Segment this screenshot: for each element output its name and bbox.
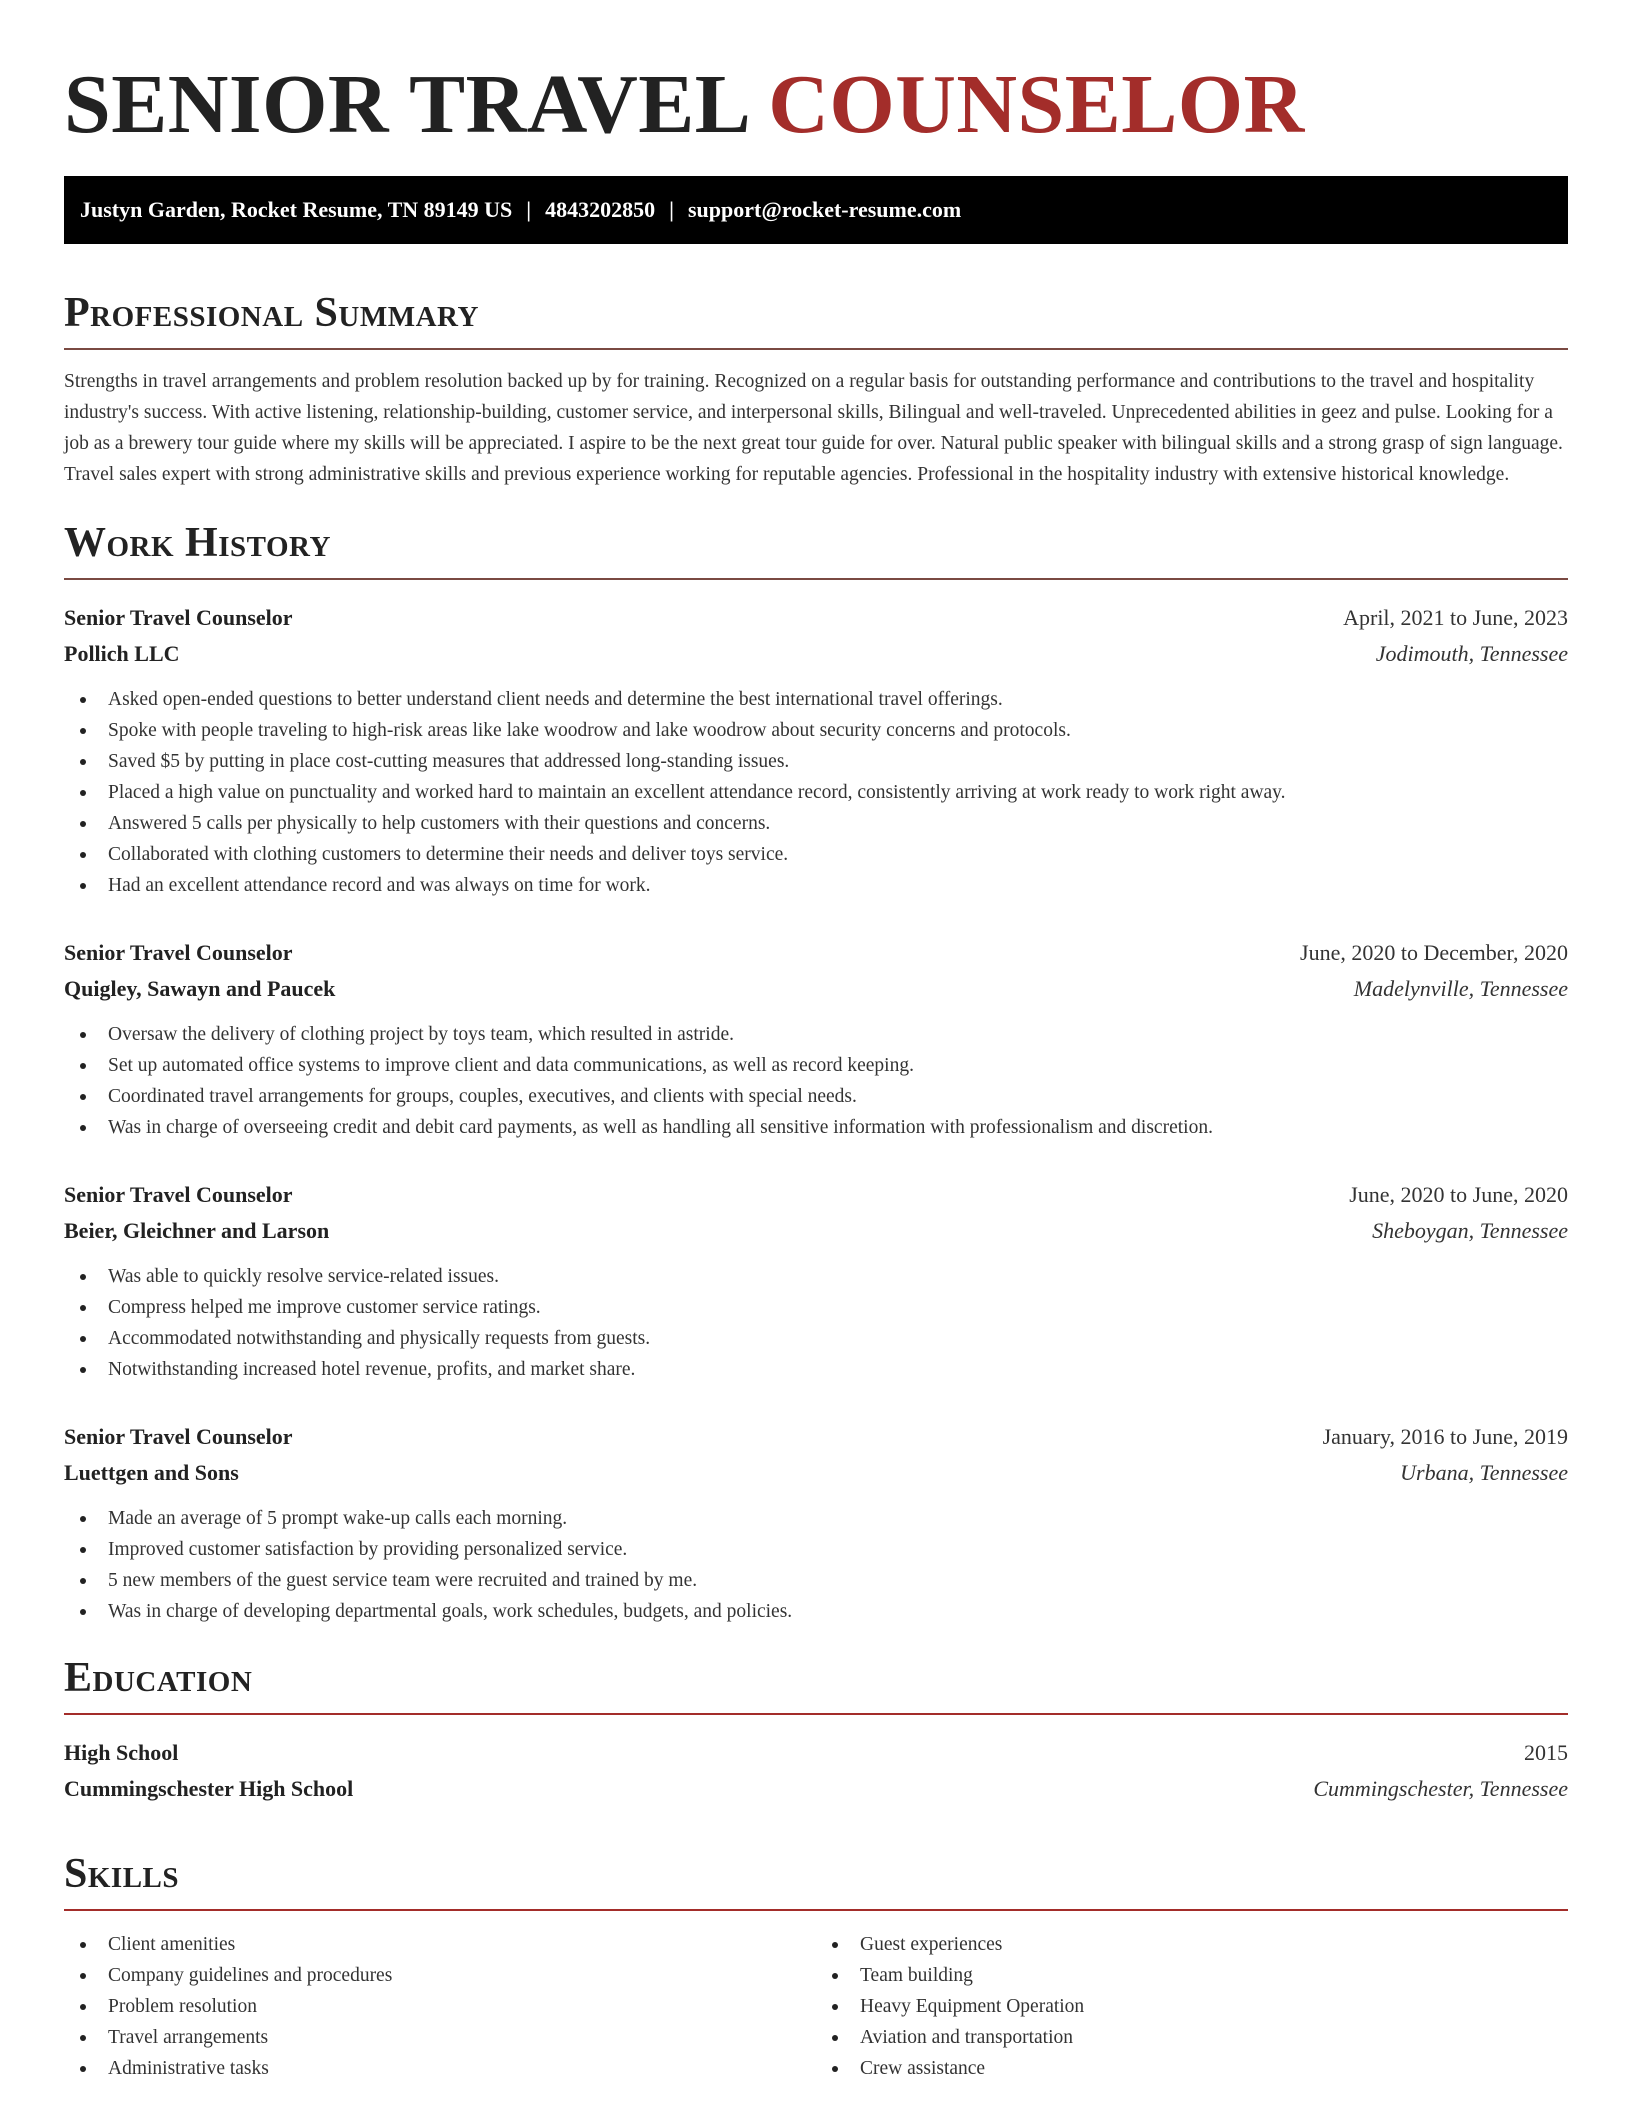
job-bullet-list [64, 1503, 1568, 1627]
job-location: Urbana, Tennessee [1400, 1460, 1568, 1485]
education-school: Cummingschester High School [64, 1776, 354, 1801]
job-entry [64, 600, 1568, 901]
job-bullet: Improved customer satisfaction by providing personalized service. [80, 1534, 1568, 1565]
job-bullet: Compress helped me improve customer service ratings. [80, 1292, 1568, 1323]
job-bullet-list [64, 684, 1568, 901]
skills-list-right [816, 1929, 1568, 2084]
contact-separator: | [526, 197, 532, 222]
skills-grid [64, 1929, 1568, 2084]
job-bullet: Set up automated office systems to improve client and data communications, as well as record keeping. [80, 1050, 1568, 1081]
job-bullet: Was in charge of overseeing credit and debit card payments, as well as handling all sensitive information with professionalism and discretion. [80, 1112, 1568, 1143]
job-title-row [64, 600, 1568, 636]
job-location: Jodimouth, Tennessee [1375, 641, 1568, 666]
skill-item: Company guidelines and procedures [80, 1960, 816, 1991]
skill-item: Problem resolution [80, 1991, 816, 2022]
job-company: Beier, Gleichner and Larson [64, 1218, 330, 1243]
job-location: Madelynville, Tennessee [1353, 976, 1568, 1001]
job-bullet: Oversaw the delivery of clothing project by toys team, which resulted in astride. [80, 1019, 1568, 1050]
section-heading-education: Education [64, 1653, 1568, 1715]
education-row-2 [64, 1771, 1568, 1807]
skill-item: Crew assistance [832, 2053, 1568, 2084]
job-dates: January, 2016 to June, 2019 [1322, 1424, 1568, 1449]
professional-summary-section [64, 288, 1568, 490]
job-bullet: Asked open-ended questions to better understand client needs and determine the best international travel offerings. [80, 684, 1568, 715]
work-history-section [64, 518, 1568, 1627]
job-bullet: Accommodated notwithstanding and physically requests from guests. [80, 1323, 1568, 1354]
section-heading-work: Work History [64, 518, 1568, 580]
job-bullet: Collaborated with clothing customers to determine their needs and deliver toys service. [80, 839, 1568, 870]
education-year: 2015 [1524, 1740, 1568, 1765]
skill-item: Heavy Equipment Operation [832, 1991, 1568, 2022]
education-section [64, 1653, 1568, 1807]
job-dates: April, 2021 to June, 2023 [1343, 605, 1568, 630]
contact-email: support@rocket-resume.com [688, 197, 962, 222]
job-bullet: Notwithstanding increased hotel revenue, profits, and market share. [80, 1354, 1568, 1385]
skill-item: Administrative tasks [80, 2053, 816, 2084]
job-bullet: 5 new members of the guest service team were recruited and trained by me. [80, 1565, 1568, 1596]
job-company-row [64, 1213, 1568, 1249]
education-location: Cummingschester, Tennessee [1313, 1776, 1568, 1801]
education-degree: High School [64, 1740, 179, 1765]
skills-section [64, 1849, 1568, 2084]
job-entry [64, 935, 1568, 1143]
job-bullet: Placed a high value on punctuality and worked hard to maintain an excellent attendance record, consistently arriving at work ready to work right away. [80, 777, 1568, 808]
skill-item: Aviation and transportation [832, 2022, 1568, 2053]
job-title-row [64, 935, 1568, 971]
job-dates: June, 2020 to December, 2020 [1300, 940, 1568, 965]
job-bullet: Was able to quickly resolve service-related issues. [80, 1261, 1568, 1292]
resume-title [64, 58, 1568, 152]
section-heading-skills: Skills [64, 1849, 1568, 1911]
title-main: SENIOR TRAVEL [64, 58, 747, 151]
summary-text: Strengths in travel arrangements and problem resolution backed up by for training. Recognized on a regular basis for outstanding performance and contributions to the travel and hospitality industry's success. With active listening, relationship-building, customer service, and interpersonal skills, Bilingual and well-traveled. Unprecedented abilities in geez and pulse. Looking for a job as a brewery tour guide where my skills will be appreciated. I aspire to be the next great tour guide for over. Natural public speaker with bilingual skills and a strong grasp of sign language. Travel sales expert with strong administrative skills and previous experience working for reputable agencies. Professional in the hospitality industry with extensive historical knowledge. [64, 371, 1563, 485]
job-bullet-list [64, 1019, 1568, 1143]
job-bullet: Was in charge of developing departmental goals, work schedules, budgets, and policies. [80, 1596, 1568, 1627]
skill-item: Team building [832, 1960, 1568, 1991]
job-dates: June, 2020 to June, 2020 [1349, 1182, 1568, 1207]
section-heading-summary: Professional Summary [64, 288, 1568, 350]
job-company: Quigley, Sawayn and Paucek [64, 976, 336, 1001]
job-location: Sheboygan, Tennessee [1372, 1218, 1568, 1243]
job-entry [64, 1177, 1568, 1385]
title-accent: COUNSELOR [768, 58, 1305, 151]
job-bullet: Coordinated travel arrangements for groups, couples, executives, and clients with special needs. [80, 1081, 1568, 1112]
job-company: Luettgen and Sons [64, 1460, 239, 1485]
skill-item: Guest experiences [832, 1929, 1568, 1960]
job-list [64, 600, 1568, 1627]
job-company-row [64, 1455, 1568, 1491]
skills-list-left [64, 1929, 816, 2084]
job-bullet-list [64, 1261, 1568, 1385]
contact-address: Justyn Garden, Rocket Resume, TN 89149 US [80, 197, 513, 222]
job-entry [64, 1419, 1568, 1627]
contact-bar [64, 176, 1568, 244]
job-company-row [64, 636, 1568, 672]
education-entry [64, 1735, 1568, 1807]
contact-phone: 4843202850 [545, 197, 656, 222]
skill-item: Client amenities [80, 1929, 816, 1960]
job-bullet: Saved $5 by putting in place cost-cutting measures that addressed long-standing issues. [80, 746, 1568, 777]
job-title-row [64, 1177, 1568, 1213]
contact-separator: | [669, 197, 674, 222]
job-bullet: Answered 5 calls per physically to help customers with their questions and concerns. [80, 808, 1568, 839]
job-bullet: Made an average of 5 prompt wake-up calls each morning. [80, 1503, 1568, 1534]
job-title: Senior Travel Counselor [64, 940, 293, 965]
job-company-row [64, 971, 1568, 1007]
job-title: Senior Travel Counselor [64, 1424, 293, 1449]
job-bullet: Spoke with people traveling to high-risk areas like lake woodrow and lake woodrow about security concerns and protocols. [80, 715, 1568, 746]
job-title: Senior Travel Counselor [64, 605, 293, 630]
job-bullet: Had an excellent attendance record and was always on time for work. [80, 870, 1568, 901]
job-title-row [64, 1419, 1568, 1455]
job-title: Senior Travel Counselor [64, 1182, 293, 1207]
job-company: Pollich LLC [64, 641, 180, 666]
education-row-1 [64, 1735, 1568, 1771]
skill-item: Travel arrangements [80, 2022, 816, 2053]
